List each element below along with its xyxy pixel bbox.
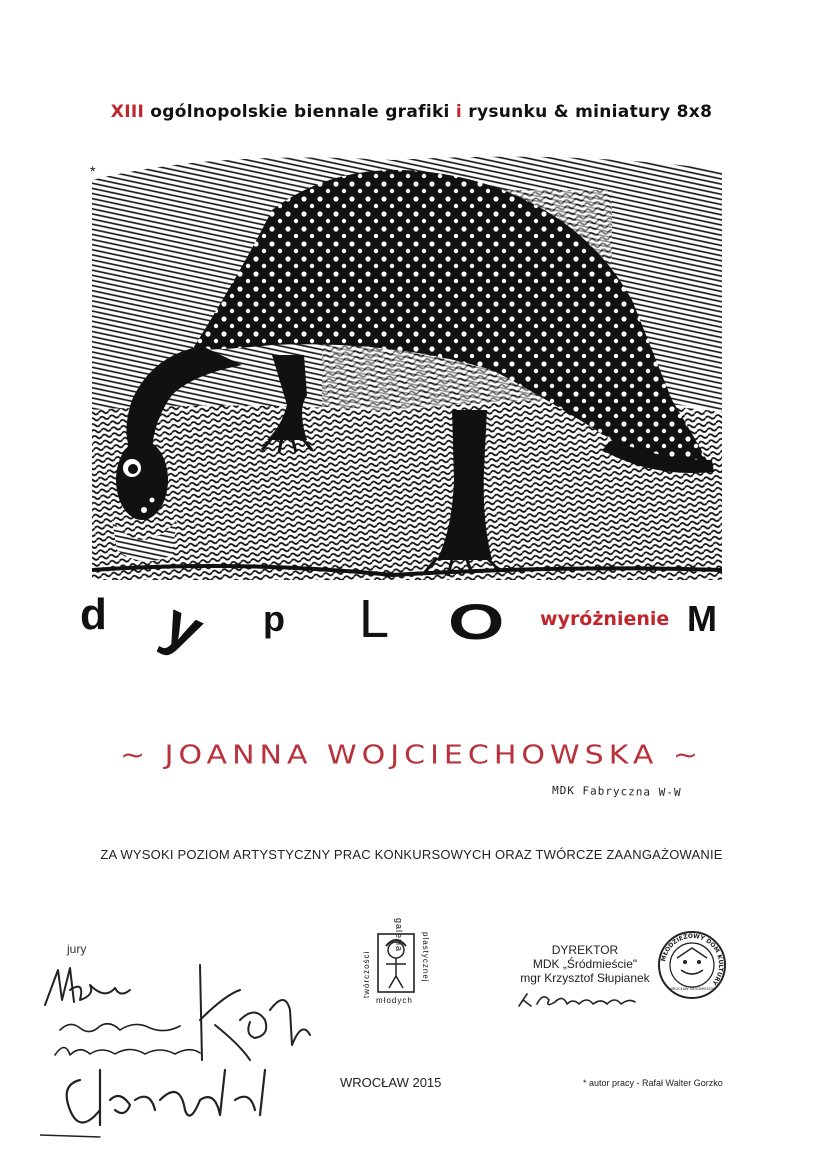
dyplom-letter-l: L: [359, 589, 390, 649]
gallery-logo-bottom: młodych: [376, 996, 413, 1005]
gallery-logo-right: plastycznej: [421, 932, 430, 983]
institution-stamp: [657, 930, 727, 1000]
gallery-logo: [360, 918, 432, 1010]
artwork-asterisk: *: [90, 163, 96, 179]
director-role: DYREKTOR: [551, 943, 619, 957]
city-date: WROCŁAW 2015: [340, 1075, 442, 1090]
child-figure-icon: [376, 932, 416, 994]
linocut-artwork: [92, 150, 722, 590]
stamp-ring-text: MŁODZIEŻOWY DOM KULTURY: [660, 932, 725, 987]
director-block: [500, 943, 670, 985]
dyplom-letter-m: M: [687, 598, 717, 639]
gallery-logo-left: twórczości: [362, 950, 371, 998]
stamp-bottom-text: WROCŁAW-ŚRÓDMIEŚCIE: [669, 987, 715, 991]
jury-signatures: [40, 950, 320, 1140]
header-part1: ogólnopolskie biennale grafiki: [144, 102, 456, 122]
recipient-name: ~ JOANNA WOJCIECHOWSKA ~: [119, 740, 704, 771]
artwork-author: * autor pracy - Rafał Walter Gorzko: [583, 1078, 723, 1088]
dyplom-letter-p: p: [263, 598, 285, 639]
dyplom-letter-y: y: [153, 588, 214, 667]
honor-label: wyróżnienie: [540, 608, 670, 630]
header-roman: XIII: [110, 102, 145, 122]
jury-label: jury: [67, 942, 87, 956]
award-reason: ZA WYSOKI POZIOM ARTYSTYCZNY PRAC KONKURSOWYCH ORAZ TWÓRCZE ZAANGAŻOWANIE: [100, 847, 723, 862]
biennale-header: [0, 102, 823, 122]
dyplom-letter-d: d: [80, 590, 107, 639]
gallery-logo-top: galeria: [394, 918, 404, 953]
director-org: MDK „Śródmieście": [532, 957, 638, 971]
recipient-institution: MDK Fabryczna W-W: [551, 783, 682, 800]
header-i: i: [455, 102, 463, 122]
director-signature: [515, 988, 645, 1012]
header-part2: rysunku & miniatury 8x8: [462, 102, 713, 122]
dyplom-letter-o: O: [448, 594, 505, 650]
director-person: mgr Krzysztof Słupianek: [520, 971, 650, 985]
